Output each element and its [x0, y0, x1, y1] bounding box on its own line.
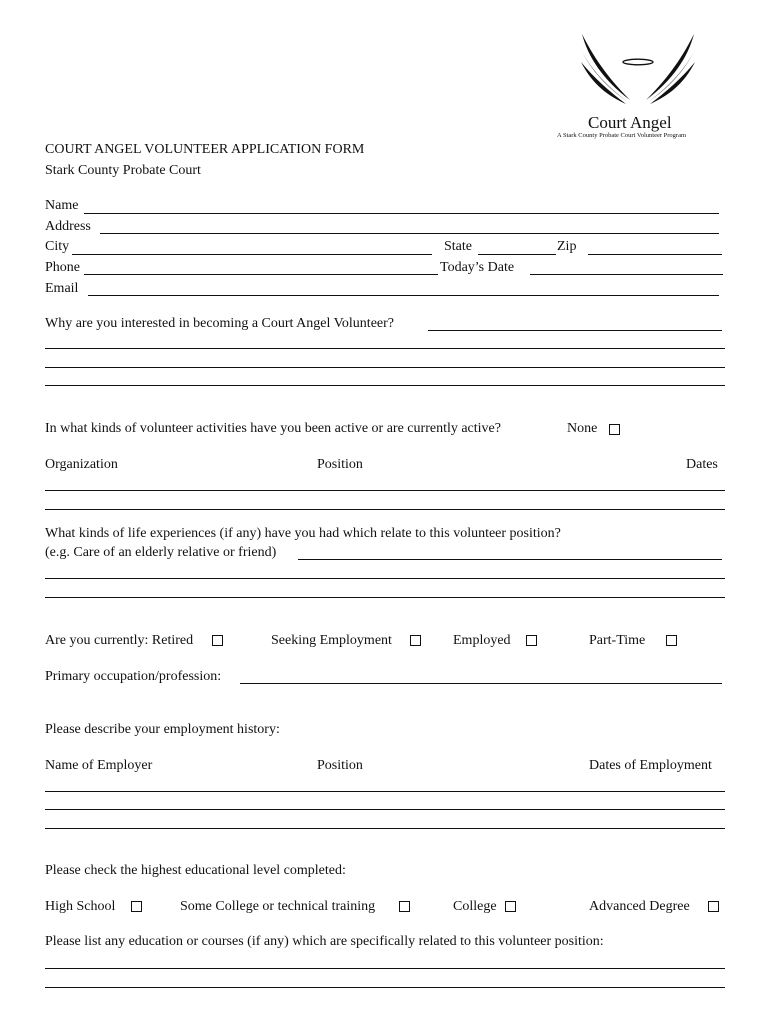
employed-checkbox[interactable]	[526, 635, 537, 646]
name-label: Name	[45, 198, 79, 213]
high-school-label: High School	[45, 899, 116, 914]
phone-label: Phone	[45, 260, 80, 275]
seeking-label: Seeking Employment	[271, 633, 392, 648]
experience-answer-line[interactable]	[298, 559, 722, 560]
interest-question: Why are you interested in becoming a Court Angel Volunteer?	[45, 316, 395, 331]
courses-prompt: Please list any education or courses (if any) which are specifically related to this volunteer position:	[45, 934, 604, 949]
todays-date-field[interactable]	[530, 274, 723, 275]
some-college-checkbox[interactable]	[399, 901, 410, 912]
interest-answer-line[interactable]	[45, 385, 725, 386]
none-label: None	[567, 421, 598, 436]
employment-line[interactable]	[45, 828, 725, 829]
activity-line[interactable]	[45, 509, 725, 510]
activities-question: In what kinds of volunteer activities have you been active or are currently active?	[45, 421, 501, 436]
form-subtitle: Stark County Probate Court	[45, 163, 201, 178]
experience-answer-line[interactable]	[45, 597, 725, 598]
employer-header: Name of Employer	[45, 758, 153, 773]
logo-tagline: A Stark County Probate Court Volunteer Program	[557, 132, 687, 139]
email-label: Email	[45, 281, 79, 296]
education-prompt: Please check the highest educational level completed:	[45, 863, 346, 878]
advanced-degree-label: Advanced Degree	[589, 899, 690, 914]
angel-wings-icon	[578, 32, 698, 112]
address-field[interactable]	[100, 233, 719, 234]
state-field[interactable]	[478, 254, 556, 255]
activity-position-header: Position	[317, 457, 363, 472]
employment-prompt: Please describe your employment history:	[45, 722, 280, 737]
organization-header: Organization	[45, 457, 118, 472]
interest-answer-line[interactable]	[45, 367, 725, 368]
employment-line[interactable]	[45, 809, 725, 810]
address-label: Address	[45, 219, 91, 234]
employment-line[interactable]	[45, 791, 725, 792]
zip-label: Zip	[557, 239, 577, 254]
status-label: Are you currently: Retired	[45, 633, 194, 648]
retired-checkbox[interactable]	[212, 635, 223, 646]
occupation-label: Primary occupation/profession:	[45, 669, 222, 684]
courses-line[interactable]	[45, 968, 725, 969]
employed-label: Employed	[453, 633, 511, 648]
courses-line[interactable]	[45, 987, 725, 988]
employment-dates-header: Dates of Employment	[589, 758, 712, 773]
experience-answer-line[interactable]	[45, 578, 725, 579]
experience-question: What kinds of life experiences (if any) have you had which relate to this volunteer position?	[45, 526, 561, 541]
state-label: State	[444, 239, 472, 254]
todays-date-label: Today’s Date	[440, 260, 515, 275]
seeking-employment-checkbox[interactable]	[410, 635, 421, 646]
form-title: COURT ANGEL VOLUNTEER APPLICATION FORM	[45, 142, 365, 157]
occupation-field[interactable]	[240, 683, 722, 684]
college-label: College	[453, 899, 497, 914]
email-field[interactable]	[88, 295, 719, 296]
interest-answer-line[interactable]	[45, 348, 725, 349]
none-checkbox[interactable]	[609, 424, 620, 435]
city-label: City	[45, 239, 70, 254]
advanced-degree-checkbox[interactable]	[708, 901, 719, 912]
employment-position-header: Position	[317, 758, 363, 773]
part-time-label: Part-Time	[589, 633, 646, 648]
interest-answer-line[interactable]	[428, 330, 722, 331]
high-school-checkbox[interactable]	[131, 901, 142, 912]
logo-name: Court Angel	[588, 113, 672, 132]
activity-dates-header: Dates	[686, 457, 718, 472]
city-field[interactable]	[72, 254, 432, 255]
college-checkbox[interactable]	[505, 901, 516, 912]
part-time-checkbox[interactable]	[666, 635, 677, 646]
experience-example: (e.g. Care of an elderly relative or friend)	[45, 545, 277, 560]
name-field[interactable]	[84, 213, 719, 214]
some-college-label: Some College or technical training	[180, 899, 376, 914]
activity-line[interactable]	[45, 490, 725, 491]
phone-field[interactable]	[84, 274, 438, 275]
zip-field[interactable]	[588, 254, 722, 255]
